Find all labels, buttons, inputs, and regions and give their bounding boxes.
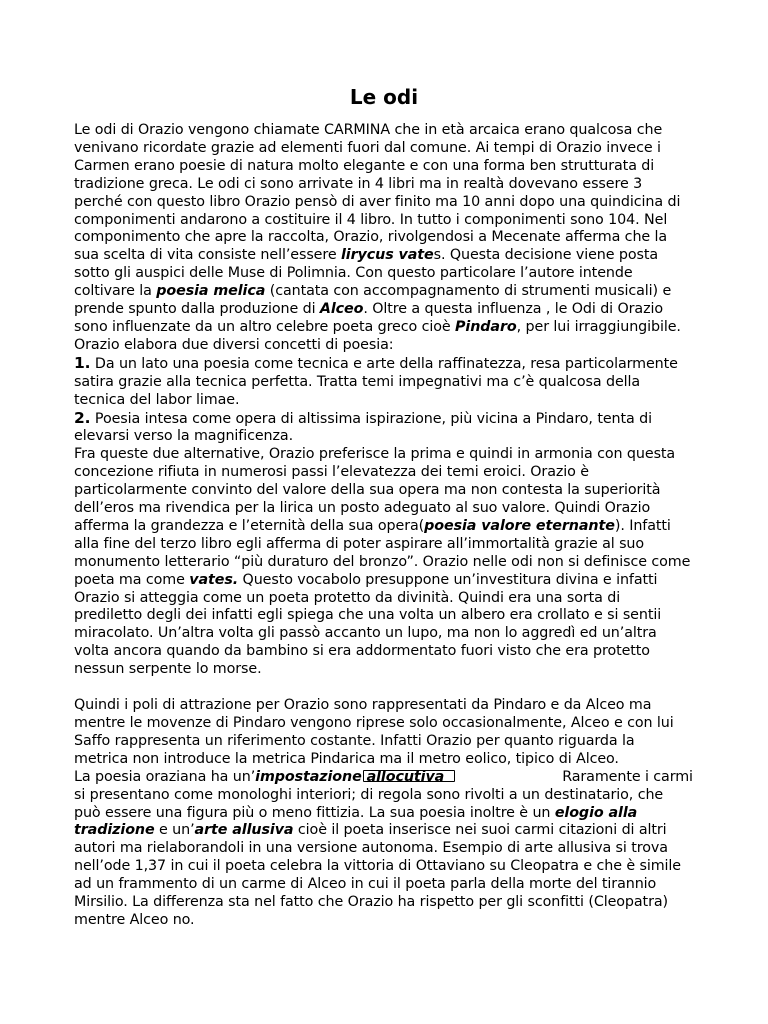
text-segment: sua scelta di vita consiste nell’essere xyxy=(74,247,341,264)
text-line xyxy=(74,428,702,446)
text-line xyxy=(74,697,702,715)
text-segment: monumento letterario “più duraturo del bronzo”. Orazio nelle odi non si definisce come xyxy=(74,553,691,570)
text-segment: sono influenzate da un altro celebre poeta greco cioè xyxy=(74,318,456,335)
paragraph-gap xyxy=(74,679,702,697)
text-segment: mentre Alceo no. xyxy=(74,911,195,928)
text-segment: Questo vocabolo presuppone un’investitura divina e infatti xyxy=(238,571,658,588)
text-segment: nell’ode 1,37 in cui il poeta celebra la vittoria di Ottaviano su Cleopatra e che è simile xyxy=(74,858,682,875)
text-segment: può essere una figura più o meno fittizia. La sua poesia inoltre è un xyxy=(74,804,555,821)
text-segment: Orazio elabora due diversi concetti di poesia: xyxy=(74,336,394,353)
text-line xyxy=(74,140,702,158)
text-line xyxy=(74,247,702,265)
text-segment: alla fine del terzo libro egli afferma di poter aspirare all’immortalità grazie al suo xyxy=(74,535,645,552)
text-segment: dell’eros ma rivendica per la lirica un posto adeguato al suo valore. Quindi Orazio xyxy=(74,500,651,517)
emphasis-text: impostazione allocutiva xyxy=(255,768,445,785)
text-segment: componimenti andarono a costituire il 4 libro. In tutto i componimenti sono 104. Nel xyxy=(74,211,668,228)
emphasis-text: elogio alla xyxy=(554,804,638,821)
text-line xyxy=(74,876,702,894)
text-segment: Da un lato una poesia come tecnica e arte della raffinatezza, resa particolarmente xyxy=(90,355,678,372)
text-segment: prende spunto dalla produzione di xyxy=(74,301,320,318)
text-line xyxy=(74,590,702,608)
text-line xyxy=(74,265,702,283)
text-segment: satira grazie alla tecnica perfetta. Tratta temi impegnativi ma c’è qualcosa della xyxy=(74,373,641,390)
page-title: Le odi xyxy=(349,85,419,109)
text-segment: tradizione greca. Le odi ci sono arrivate in 4 libri ma in realtà dovevano essere 3 xyxy=(74,175,643,192)
text-line xyxy=(74,607,702,625)
text-segment: Orazio si atteggia come un poeta protetto da divinità. Quindi era una sorta di xyxy=(74,589,621,606)
text-line xyxy=(74,643,702,661)
text-line xyxy=(74,482,702,500)
text-line xyxy=(74,751,702,769)
text-segment: (cantata con accompagnamento di strumenti musicali) e xyxy=(265,283,672,300)
text-segment: mentre le movenze di Pindaro vengono riprese solo occasionalmente, Alceo e con lui xyxy=(74,715,674,731)
text-segment: ad un frammento di un carme di Alceo in cui il poeta parla della morte del tirannio xyxy=(74,876,657,893)
text-segment: cioè il poeta inserisce nei suoi carmi citazioni di altri xyxy=(293,822,667,839)
text-segment: s. Questa decisione viene posta xyxy=(433,247,659,264)
emphasis-text: Alceo xyxy=(319,301,364,318)
text-segment: Carmen erano poesie di natura molto elegante e con una forma ben strutturata di xyxy=(74,157,655,174)
text-line xyxy=(74,912,702,930)
text-line xyxy=(74,301,702,319)
text-segment: elevarsi verso la magnificenza. xyxy=(74,428,294,445)
text-segment: coltivare la xyxy=(74,283,157,300)
text-segment: prediletto degli dei infatti egli spiega che una volta un albero era crollato e si sentii xyxy=(74,607,662,624)
text-segment: tecnica del labor limae. xyxy=(74,391,240,408)
text-segment: La poesia oraziana ha un’ xyxy=(74,768,256,785)
text-line xyxy=(74,319,702,337)
text-line xyxy=(74,464,702,482)
list-number: 1. xyxy=(74,353,91,372)
text-segment: Le odi di Orazio vengono chiamate CARMINA che in età arcaica erano qualcosa che xyxy=(74,122,663,138)
text-line xyxy=(74,536,702,554)
text-line xyxy=(74,661,702,679)
text-segment: , per lui irraggiungibile. xyxy=(516,318,681,335)
text-line xyxy=(74,283,702,301)
text-segment: perché con questo libro Orazio pensò di aver finito ma 10 anni dopo una quindicina di xyxy=(74,193,681,210)
emphasis-text: vates. xyxy=(189,571,239,588)
text-segment: componimento che apre la raccolta, Orazio, rivolgendosi a Mecenate afferma che la xyxy=(74,229,668,246)
text-segment: autori ma rielaborandoli in una versione autonoma. Esempio di arte allusiva si trova xyxy=(74,840,668,857)
text-segment: Quindi i poli di attrazione per Orazio sono rappresentati da Pindaro e da Alceo ma xyxy=(74,697,652,714)
text-segment: particolarmente convinto del valore della sua opera ma non contesta la superiorità xyxy=(74,482,661,499)
text-line xyxy=(74,355,702,374)
text-line xyxy=(74,554,702,572)
document-body xyxy=(74,122,702,930)
text-segment: Saffo rappresenta un riferimento costante. Infatti Orazio per quanto riguarda la xyxy=(74,732,635,749)
text-line xyxy=(74,518,702,536)
text-segment: afferma la grandezza e l’eternità della sua opera( xyxy=(74,517,425,534)
text-segment: Fra queste due alternative, Orazio preferisce la prima e quindi in armonia con questa xyxy=(74,446,676,463)
text-line xyxy=(74,122,702,140)
text-line xyxy=(74,194,702,212)
text-line xyxy=(74,212,702,230)
text-line xyxy=(74,858,702,876)
text-segment: poeta ma come xyxy=(74,571,190,588)
text-segment: sotto gli auspici delle Muse di Polimnia. Con questo particolare l’autore intende xyxy=(74,265,633,282)
text-line xyxy=(74,446,702,464)
emphasis-text: tradizione xyxy=(74,822,155,839)
text-segment: metrica non introduce la metrica Pindarica ma il metro eolico, tipico di Alceo. xyxy=(74,750,619,767)
text-line xyxy=(74,500,702,518)
text-line xyxy=(74,374,702,392)
text-segment: . Oltre a questa influenza , le Odi di Orazio xyxy=(363,301,664,318)
text-line xyxy=(74,572,702,590)
text-segment: si presentano come monologhi interiori; di regola sono rivolti a un destinatario, che xyxy=(74,786,664,803)
text-line xyxy=(74,894,702,912)
text-segment: Mirsilio. La differenza sta nel fatto che Orazio ha rispetto per gli sconfitti (Cleopatra) xyxy=(74,894,668,911)
text-segment: Raramente i carmi xyxy=(562,768,693,785)
text-line xyxy=(74,625,702,643)
text-line xyxy=(74,840,702,858)
text-segment: concezione rifiuta in numerosi passi l’elevatezza dei temi eroici. Orazio è xyxy=(74,464,589,481)
emphasis-text: arte allusiva xyxy=(194,822,294,839)
text-line xyxy=(74,805,702,823)
text-line xyxy=(74,822,702,840)
emphasis-text: poesia valore eternante xyxy=(424,517,615,534)
text-line xyxy=(74,392,702,410)
text-segment: e un’ xyxy=(154,822,195,839)
text-segment: Poesia intesa come opera di altissima ispirazione, più vicina a Pindaro, tenta di xyxy=(90,410,652,427)
text-line xyxy=(74,733,702,751)
emphasis-text: poesia melica xyxy=(156,283,266,300)
text-line xyxy=(74,410,702,429)
text-line xyxy=(74,176,702,194)
emphasis-text: Pindaro xyxy=(455,318,517,335)
text-segment: miracolato. Un’altra volta gli passò accanto un lupo, ma non lo aggredì ed un’altra xyxy=(74,625,657,642)
text-line xyxy=(74,715,702,733)
text-segment: ). Infatti xyxy=(614,517,671,534)
emphasis-text: lirycus vate xyxy=(340,247,434,264)
callout-arrow-shape xyxy=(363,770,455,782)
text-line xyxy=(74,787,702,805)
text-line xyxy=(74,229,702,247)
list-number: 2. xyxy=(74,408,91,427)
text-segment: venivano ricordate grazie ad elementi fuori dal comune. Ai tempi di Orazio invece i xyxy=(74,139,661,156)
text-line xyxy=(74,158,702,176)
text-line xyxy=(74,337,702,355)
text-segment: volta ancora quando da bambino si era addormentato fuori visto che era protetto xyxy=(74,643,650,660)
text-segment: nessun serpente lo morse. xyxy=(74,661,262,678)
